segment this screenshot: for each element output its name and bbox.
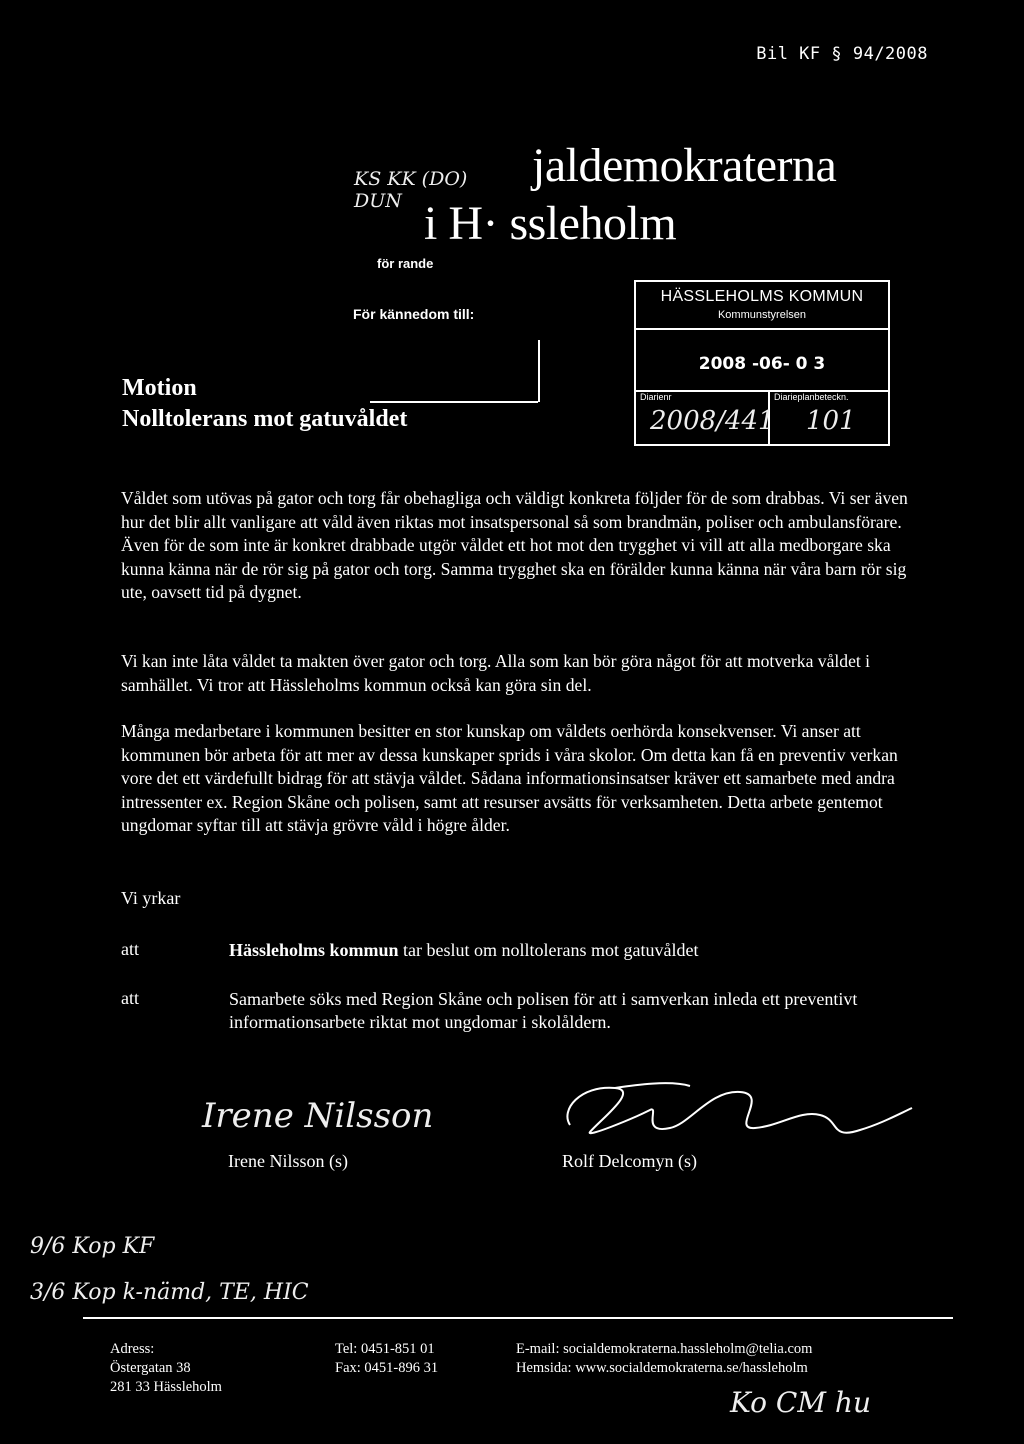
paragraph-text: Många medarbetare i kommunen besitter en stor kunskap om våldets oerhörda konsekvenser. Vi anser att kommunen bör arbeta för att mer av dessa kunskaper sprids i våra skolor. Om detta kan få en preventiv verkan vore det ett värdefullt bidrag för att stävja våldet. Sådana informationsinsatser kräver ett samarbete med andra intressenter ex. Region Skåne och polisen, samt att resurser avsätts för verksamheten. Detta arbete gentemot ungdomar syftar till att stävja grövre våld i högre ålder. [121, 721, 898, 835]
website-address: Hemsida: www.socialdemokraterna.se/hassleholm [516, 1360, 808, 1376]
stamp-planbeteckn-value: 101 [806, 406, 856, 436]
body-paragraph-2 [121, 650, 911, 697]
document-type: Motion [122, 375, 197, 401]
demand-item-1 [229, 939, 909, 962]
demand-text: Samarbete söks med Region Skåne och polisen för att i samverkan inleda ett preventivt informationsarbete riktat mot ungdomar i skolåldern. [229, 989, 858, 1032]
footer-divider [83, 1317, 953, 1319]
stamp-diarienr-label: Diarienr [640, 392, 672, 402]
signer-name-2: Rolf Delcomyn (s) [562, 1151, 697, 1171]
phone-number: Tel: 0451-851 01 [335, 1341, 435, 1357]
stamp-authority: HÄSSLEHOLMS KOMMUN [660, 288, 864, 305]
demands-intro: Vi yrkar [121, 888, 181, 908]
bracket-line [370, 401, 538, 403]
body-paragraph-1 [121, 487, 911, 605]
handwritten-note-2: 3/6 Kop k-nämd, TE, HIC [30, 1280, 309, 1305]
stamp-diarienr-value: 2008/441 [650, 406, 775, 436]
organization-name-line2: i H· ssleholm [424, 197, 677, 250]
handwritten-note-1: 9/6 Kop KF [30, 1234, 155, 1259]
handwritten-routing-marks: KS KK (DO) DUN [354, 168, 468, 212]
demand-text: tar beslut om nolltolerans mot gatuvåldet [398, 940, 699, 960]
fax-number: Fax: 0451-896 31 [335, 1360, 439, 1376]
address-postal: 281 33 Hässleholm [110, 1379, 222, 1395]
demand-bold-text: Hässleholms kommun [229, 940, 399, 960]
registration-stamp [634, 280, 890, 446]
footer-address [110, 1340, 222, 1397]
demand-item-2 [229, 988, 909, 1034]
signature-irene-nilsson: Irene Nilsson [202, 1096, 434, 1136]
paragraph-text: Våldet som utövas på gator och torg får obehagliga och väldigt konkreta följder för de som drabbas. Vi ser även hur det blir allt vanligare att våld även riktas mot insatspersonal så som brandmän, poliser och ambulansförare. Även för de som inte är konkret drabbade utgör våldet ett hot mot den trygghet vi vill att alla medborgare ska kunna känna när de rör sig på gator och torg. Samma trygghet ska en förälder kunna känna när våra barn rör sig ute, oavsett tid på dygnet. [121, 488, 908, 602]
address-label: Adress: [110, 1341, 155, 1357]
demand-prefix: att [121, 939, 139, 959]
stamp-planbeteckn-label: Diarieplanbeteckn. [774, 392, 849, 402]
signature-rolf-delcomyn [540, 1080, 920, 1150]
organization-name-line1: jaldemokraterna [532, 139, 837, 192]
stamp-department: Kommunstyrelsen [717, 309, 807, 321]
body-paragraph-3 [121, 720, 911, 838]
handwritten-note-bottom: Ko CM hu [730, 1386, 871, 1419]
stamp-date: 2008 -06- 0 3 [698, 354, 826, 374]
motion-subject: Nolltolerans mot gatuvåldet [122, 406, 408, 432]
paragraph-text: Vi kan inte låta våldet ta makten över gator och torg. Alla som kan bör göra något för att motverka våldet i samhället. Vi tror att Hässleholms kommun också kan göra sin del. [121, 651, 871, 695]
forwarded-label: för rande [377, 256, 434, 271]
signer-name-1: Irene Nilsson (s) [228, 1151, 348, 1171]
footer-phone [335, 1340, 438, 1378]
demand-prefix: att [121, 988, 139, 1008]
address-street: Östergatan 38 [110, 1360, 191, 1376]
for-information-label: För kännedom till: [353, 306, 475, 322]
document-reference: Bil KF § 94/2008 [756, 44, 928, 64]
footer-contact [516, 1340, 812, 1378]
bracket-line [538, 340, 540, 402]
email-address: E-mail: socialdemokraterna.hassleholm@telia.com [516, 1341, 813, 1357]
